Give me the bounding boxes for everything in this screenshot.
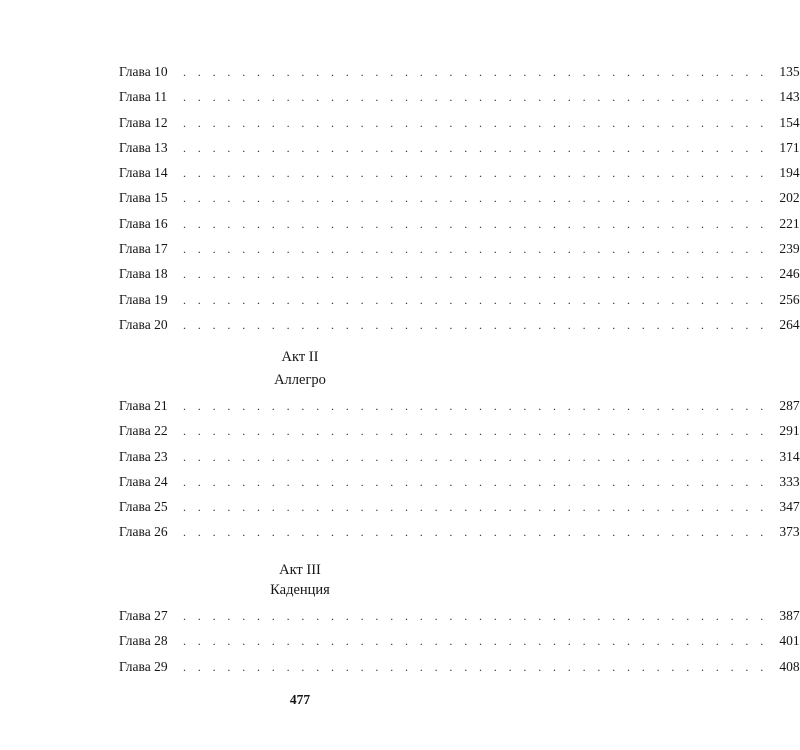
dot-leader: . . . . . . . . . . . . . . . . . . . . . . . . . . . . . . . . . . . . . . . .	[183, 399, 768, 413]
dot-leader: . . . . . . . . . . . . . . . . . . . . . . . . . . . . . . . . . . . . . . . .	[183, 166, 768, 181]
toc-section-act-2	[119, 393, 800, 545]
toc-entry-label: Глава 22	[119, 423, 168, 439]
toc-section-act-3	[119, 603, 800, 679]
toc-entry-label: Глава 17	[119, 241, 168, 257]
toc-entry	[119, 312, 800, 337]
toc-entry-label: Глава 16	[119, 215, 168, 231]
toc-entry-page: 314	[779, 448, 800, 464]
toc-entry	[119, 444, 800, 469]
act-3-number: Акт III	[279, 562, 321, 578]
dot-leader: . . . . . . . . . . . . . . . . . . . . . . . . . . . . . . . . . . . . . . . .	[183, 191, 768, 206]
toc-entry-label: Глава 20	[119, 316, 168, 332]
toc-entry	[119, 654, 800, 679]
dot-leader: . . . . . . . . . . . . . . . . . . . . . . . . . . . . . . . . . . . . . . . .	[183, 449, 768, 464]
toc-entry-page: 347	[779, 499, 800, 515]
act-3-title: Каденция	[270, 582, 330, 598]
toc-entry	[119, 494, 800, 519]
toc-entry-label: Глава 18	[119, 266, 168, 282]
toc-entry	[119, 236, 800, 261]
toc-entry-page: 408	[779, 658, 800, 674]
toc-entry	[119, 135, 800, 160]
toc-entry-page: 194	[779, 165, 800, 181]
dot-leader: . . . . . . . . . . . . . . . . . . . . . . . . . . . . . . . . . . . . . . . .	[183, 90, 768, 105]
toc-entry-page: 171	[779, 139, 800, 155]
toc-entry-page: 373	[779, 524, 800, 540]
toc-entry-page: 291	[779, 423, 800, 439]
toc-entry-label: Глава 27	[119, 608, 168, 623]
toc-entry-label: Глава 11	[119, 89, 168, 105]
dot-leader: . . . . . . . . . . . . . . . . . . . . . . . . . . . . . . . . . . . . . . . .	[183, 267, 768, 282]
toc-entry	[119, 84, 800, 109]
toc-entry	[119, 393, 800, 418]
toc-entry	[119, 418, 800, 443]
toc-entry-label: Глава 10	[119, 64, 168, 79]
toc-entry-label: Глава 25	[119, 499, 168, 515]
toc-entry	[119, 469, 800, 494]
dot-leader: . . . . . . . . . . . . . . . . . . . . . . . . . . . . . . . . . . . . . . . .	[183, 115, 768, 130]
dot-leader: . . . . . . . . . . . . . . . . . . . . . . . . . . . . . . . . . . . . . . . .	[183, 65, 768, 79]
toc-entry-page: 256	[779, 291, 800, 307]
toc-entry	[119, 110, 800, 135]
dot-leader: . . . . . . . . . . . . . . . . . . . . . . . . . . . . . . . . . . . . . . . .	[183, 474, 768, 489]
toc-entry-label: Глава 23	[119, 448, 168, 464]
toc-entry-page: 239	[779, 241, 800, 257]
toc-entry-page: 135	[779, 64, 800, 79]
act-2-title: Аллегро	[274, 372, 326, 388]
toc-entry-page: 154	[779, 114, 800, 130]
toc-entry	[119, 160, 800, 185]
toc-entry-page: 202	[779, 190, 800, 206]
dot-leader: . . . . . . . . . . . . . . . . . . . . . . . . . . . . . . . . . . . . . . . .	[183, 242, 768, 257]
dot-leader: . . . . . . . . . . . . . . . . . . . . . . . . . . . . . . . . . . . . . . . .	[183, 500, 768, 515]
toc-entry	[119, 287, 800, 312]
toc-entry-page: 333	[779, 473, 800, 489]
toc-entry-page: 264	[779, 316, 800, 332]
toc-entry-page: 143	[779, 89, 800, 105]
toc-entry	[119, 603, 800, 628]
toc-entry-label: Глава 13	[119, 139, 168, 155]
toc-entry-page: 221	[779, 215, 800, 231]
dot-leader: . . . . . . . . . . . . . . . . . . . . . . . . . . . . . . . . . . . . . . . .	[183, 317, 768, 332]
act-2-number: Акт II	[281, 349, 319, 365]
toc-entry-label: Глава 24	[119, 473, 168, 489]
dot-leader: . . . . . . . . . . . . . . . . . . . . . . . . . . . . . . . . . . . . . . . .	[183, 424, 768, 439]
toc-entry-label: Глава 29	[119, 658, 168, 674]
dot-leader: . . . . . . . . . . . . . . . . . . . . . . . . . . . . . . . . . . . . . . . .	[183, 525, 768, 540]
toc-entry-label: Глава 15	[119, 190, 168, 206]
toc-entry-label: Глава 21	[119, 398, 168, 413]
dot-leader: . . . . . . . . . . . . . . . . . . . . . . . . . . . . . . . . . . . . . . . .	[183, 292, 768, 307]
dot-leader: . . . . . . . . . . . . . . . . . . . . . . . . . . . . . . . . . . . . . . . .	[183, 659, 768, 674]
toc-entry-label: Глава 19	[119, 291, 168, 307]
toc-section-act-1	[119, 59, 800, 337]
toc-entry-label: Глава 12	[119, 114, 168, 130]
toc-entry	[119, 519, 800, 544]
toc-entry-page: 246	[779, 266, 800, 282]
toc-entry-label: Глава 28	[119, 633, 168, 649]
dot-leader: . . . . . . . . . . . . . . . . . . . . . . . . . . . . . . . . . . . . . . . .	[183, 140, 768, 155]
toc-entry	[119, 59, 800, 84]
toc-entry	[119, 211, 800, 236]
toc-entry-page: 387	[779, 608, 800, 623]
toc-entry	[119, 185, 800, 210]
toc-entry-page: 287	[779, 398, 800, 413]
toc-entry	[119, 261, 800, 286]
toc-entry-label: Глава 14	[119, 165, 168, 181]
toc-entry	[119, 628, 800, 653]
page-number: 477	[289, 692, 311, 707]
dot-leader: . . . . . . . . . . . . . . . . . . . . . . . . . . . . . . . . . . . . . . . .	[183, 216, 768, 231]
toc-entry-label: Глава 26	[119, 524, 168, 540]
dot-leader: . . . . . . . . . . . . . . . . . . . . . . . . . . . . . . . . . . . . . . . .	[183, 634, 768, 649]
toc-entry-page: 401	[779, 633, 800, 649]
dot-leader: . . . . . . . . . . . . . . . . . . . . . . . . . . . . . . . . . . . . . . . .	[183, 609, 768, 623]
